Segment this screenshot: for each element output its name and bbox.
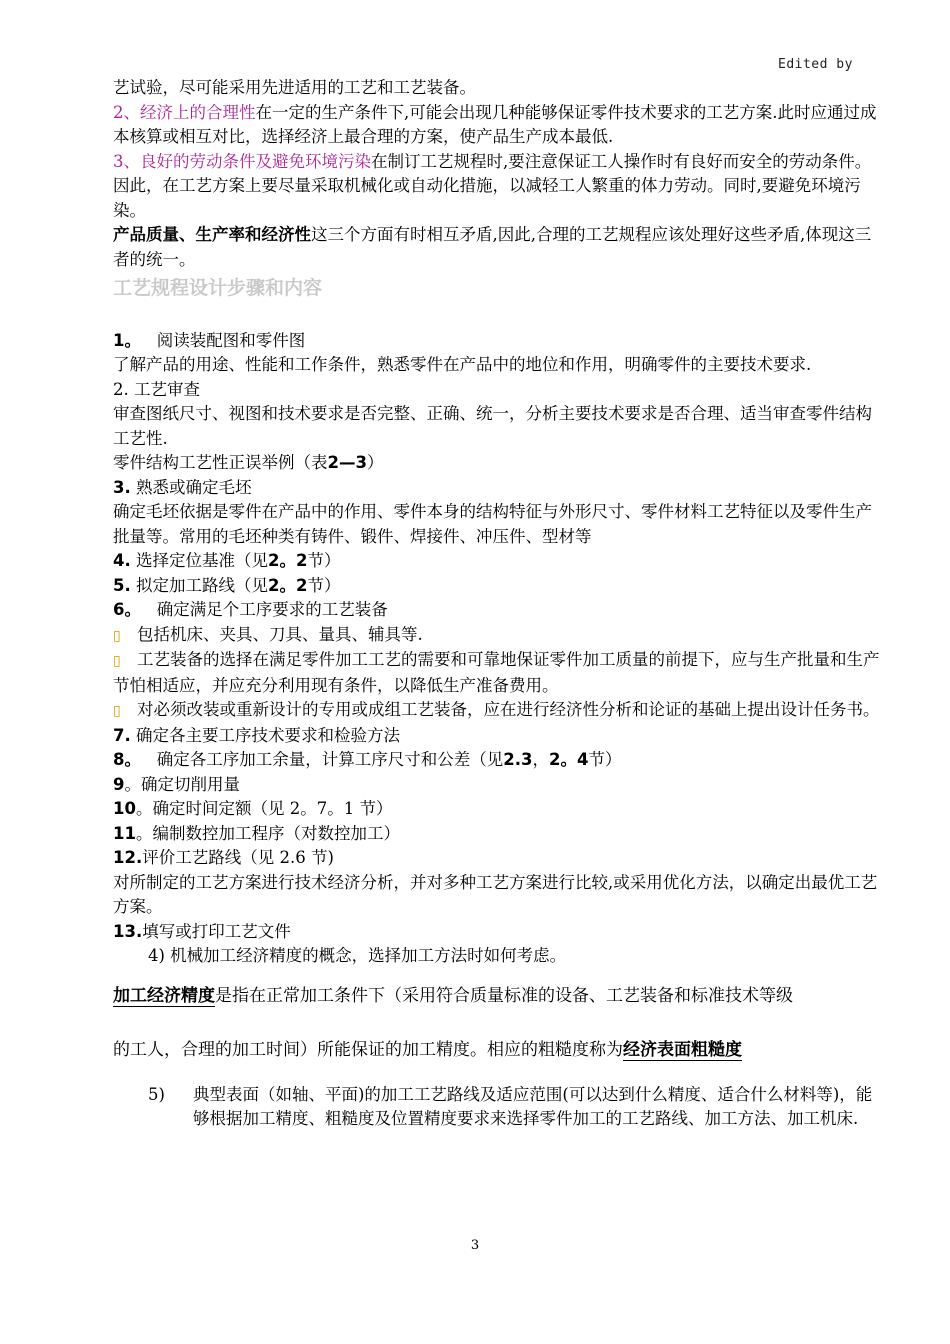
step-title: 阅读装配图和零件图 xyxy=(156,330,306,350)
definition-line xyxy=(113,983,885,1009)
paragraph xyxy=(113,223,885,272)
step-description: 对所制定的工艺方案进行技术经济分析，并对多种工艺方案进行比较,或采用优化方法，以确定出最优工艺方案。 xyxy=(113,872,878,916)
step-title: 选择定位基准（见 xyxy=(136,551,268,570)
question-4: 4) 机械加工经济精度的概念，选择加工方法时如何考虑。 xyxy=(148,946,567,965)
step-number: 11 xyxy=(113,823,136,843)
text: ） xyxy=(366,453,384,472)
definition-text: 的工人，合理的加工时间）所能保证的加工精度。相应的粗糙度称为 xyxy=(113,1039,623,1060)
step-5 xyxy=(113,574,885,599)
step-title: 确定各主要工序技术要求和检验方法 xyxy=(136,725,400,745)
section-ref: 2。4 xyxy=(548,750,589,769)
step-number: 13. xyxy=(113,921,143,941)
step-title: 确定满足个工序要求的工艺装备 xyxy=(156,600,388,619)
step-6 xyxy=(113,598,885,623)
paragraph xyxy=(113,150,885,224)
step-10 xyxy=(113,797,885,822)
paragraph: 艺试验，尽可能采用先进适用的工艺和工艺装备。 xyxy=(113,78,476,97)
step-number: 4. xyxy=(113,551,131,570)
step-number: 7. xyxy=(113,725,131,745)
step-1 xyxy=(113,329,885,354)
question-5 xyxy=(113,1083,885,1132)
step-2: 2. 工艺审查 xyxy=(113,379,200,399)
question-number: 5) xyxy=(148,1084,165,1104)
step-number: 9 xyxy=(113,774,125,794)
section-ref: 2.3 xyxy=(503,750,533,769)
text: 节） xyxy=(588,750,622,769)
section-heading: 工艺规程设计步骤和内容 xyxy=(113,277,323,299)
bullet-text: 工艺装备的选择在满足零件加工工艺的需要和可靠地保证零件加工质量的前提下，应与生产批量和生产节怕相适应，并应充分利用现有条件，以降低生产准备费用。 xyxy=(113,650,880,695)
bullet-icon: ▯ xyxy=(113,703,121,719)
step-number: 3. xyxy=(113,477,131,497)
text: 零件结构工艺性正误举例（表 xyxy=(113,453,328,472)
step-number: 1。 xyxy=(113,330,141,350)
bullet-item xyxy=(113,623,885,649)
principle-title: 3、良好的劳动条件及避免环境污染 xyxy=(113,151,371,171)
step-title: 熟悉或确定毛坯 xyxy=(136,477,252,497)
bold-term: 产品质量、生产率和经济性 xyxy=(113,225,311,244)
step-number: 10 xyxy=(113,799,136,818)
step-11 xyxy=(113,822,885,847)
step-number: 6。 xyxy=(113,600,141,619)
step-12 xyxy=(113,846,885,871)
bullet-icon: ▯ xyxy=(113,627,121,644)
section-ref: 2。2 xyxy=(268,551,308,570)
principle-text: 在制订工艺规程时,要注意保证工人操作时有良好而安全的劳动条件。因此，在工艺方案上要尽量采取机械化或自动化措施，以减轻工人繁重的体力劳动。同时,要避免环境污染。 xyxy=(113,151,872,220)
step-description: 确定毛坯依据是零件在产品中的作用、零件本身的结构特征与外形尺寸、零件材料工艺特征以及零件生产批量等。常用的毛坯种类有铸件、锻件、焊接件、冲压件、型材等 xyxy=(113,502,872,546)
step-number: 12. xyxy=(113,848,143,867)
text: 节） xyxy=(307,575,341,595)
step-number: 8。 xyxy=(113,750,141,769)
step-9 xyxy=(113,773,885,798)
definition-text: 是指在正常加工条件下（采用符合质量标准的设备、工艺装备和标准技术等级 xyxy=(215,985,793,1006)
principle-title: 2、经济上的合理性 xyxy=(113,102,256,122)
step-description: 审查图纸尺寸、视图和技术要求是否完整、正确、统一，分析主要技术要求是否合理、适当审查零件结构工艺性. xyxy=(113,404,872,448)
bullet-icon: ▯ xyxy=(113,653,121,669)
bullet-item xyxy=(113,698,885,724)
term-underlined: 经济表面粗糙度 xyxy=(623,1039,742,1060)
definition-line xyxy=(113,1037,885,1063)
step-title: 确定各工序加工余量，计算工序尺寸和公差（见 xyxy=(156,750,504,769)
step-title: 。确定时间定额（见 2。7。1 节） xyxy=(135,799,393,818)
text: ， xyxy=(532,750,549,769)
bullet-item xyxy=(113,648,885,698)
step-13 xyxy=(113,920,885,945)
paragraph-text: 这三个方面有时相互矛盾,因此,合理的工艺规程应该处理好这些矛盾,体现这三者的统一。 xyxy=(113,225,872,269)
bullet-text: 对必须改装或重新设计的专用或成组工艺装备，应在进行经济性分析和论证的基础上提出设计任务书。 xyxy=(137,700,880,719)
step-title: 拟定加工路线（见 xyxy=(136,575,268,595)
document-body xyxy=(113,76,885,1132)
step-title: 填写或打印工艺文件 xyxy=(142,921,291,941)
header-edited-by: Edited by xyxy=(778,57,853,72)
step-8 xyxy=(113,748,885,773)
bullet-text: 包括机床、夹具、刀具、量具、辅具等. xyxy=(137,624,423,644)
step-number: 5. xyxy=(113,575,131,595)
principle-text: 在一定的生产条件下,可能会出现几种能够保证零件技术要求的工艺方案.此时应通过成本核算或相互对比，选择经济上最合理的方案，使产品生产成本最低. xyxy=(113,102,877,146)
section-ref: 2。2 xyxy=(268,575,308,595)
text: 节） xyxy=(307,551,341,570)
step-7 xyxy=(113,724,885,749)
term-underlined: 加工经济精度 xyxy=(113,985,215,1006)
step-4 xyxy=(113,549,885,574)
question-text: 典型表面（如轴、平面)的加工工艺路线及适应范围(可以达到什么精度、适合什么材料等)，能够根据加工精度、粗糙度及位置精度要求来选择零件加工的工艺路线、加工方法、加工机床. xyxy=(193,1084,873,1128)
paragraph xyxy=(113,101,885,150)
step-title: 评价工艺路线（见 2.6 节) xyxy=(142,848,334,867)
step-title: 。确定切削用量 xyxy=(124,774,240,794)
page-number: 3 xyxy=(470,1238,480,1253)
step-description: 了解产品的用途、性能和工作条件，熟悉零件在产品中的地位和作用，明确零件的主要技术要求. xyxy=(113,355,812,374)
step-example xyxy=(113,451,885,476)
step-title: 。编制数控加工程序（对数控加工） xyxy=(135,823,400,843)
table-ref: 2—3 xyxy=(327,453,367,472)
step-3 xyxy=(113,476,885,501)
